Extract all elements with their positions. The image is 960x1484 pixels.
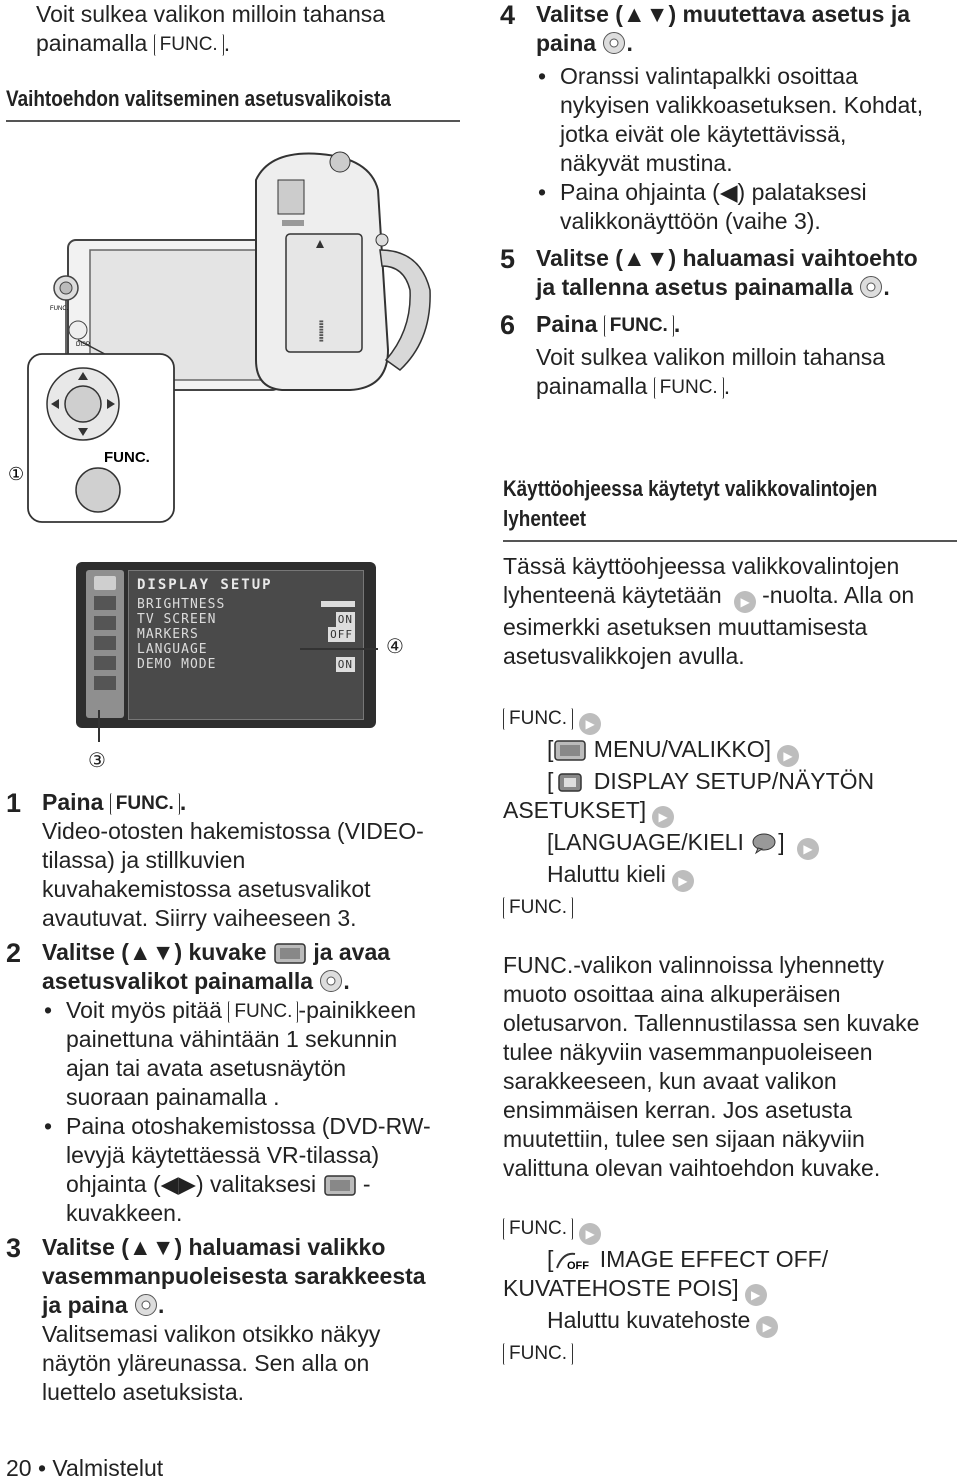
menu-icon: [94, 636, 116, 650]
menu-panel: [128, 570, 364, 720]
step-text: näytön yläreunassa. Sen alla on: [42, 1350, 370, 1376]
callout-4-line: [300, 648, 378, 650]
menu-icon: [273, 941, 307, 965]
step-number: 4: [500, 0, 516, 30]
arrow-right-icon: ▶: [672, 870, 694, 892]
intro-line-2: painamalla FUNC. .: [36, 30, 231, 56]
bullet-item: • Paina otoshakemistossa (DVD-RW- levyjä käytettäessä VR-tilassa) ohjainta (◀▶) valitaksesi - kuvakkeen.: [42, 1112, 461, 1228]
func-label: FUNC.: [104, 449, 150, 466]
func-key: FUNC.: [654, 377, 724, 399]
callout-3-line: [98, 710, 100, 742]
step-number: 1: [6, 788, 22, 818]
left-column: [36, 0, 466, 58]
step-6: 6 Paina FUNC. . Voit sulkea valikon milloin tahansa painamalla FUNC. .: [500, 310, 955, 401]
menu-icon-column: [86, 570, 124, 718]
step-number: 6: [500, 310, 516, 340]
page-footer: 20 • Valmistelut: [6, 1455, 164, 1481]
left-section-header: [6, 84, 460, 122]
image-effect-off-icon: [553, 1248, 593, 1272]
menu-icon: [94, 616, 116, 630]
step-text: tilassa) ja stillkuvien: [42, 847, 246, 873]
section-divider: [503, 540, 957, 542]
note-paragraph: FUNC.-valikon valinnoissa lyhennetty muoto osoittaa aina alkuperäisen oletusarvon. Tallennustilassa sen kuvake tulee näkyviin vasemmanpuoleiseen sarakkeeseen, kun avaat valikon ensimmäisen kerran. Jos asetusta muutettiin, tulee sen sijaan näkyviin valittuna olevan vaihtoehdon kuvake.: [503, 952, 920, 1181]
section-title: Vaihtoehdon valitseminen asetusvalikoista: [6, 86, 391, 111]
func-key: FUNC.: [503, 1343, 573, 1365]
step-text: luettelo asetuksista.: [42, 1379, 245, 1405]
battery-print: ▮▮▮▮▮▮▮▮: [318, 320, 324, 343]
display-setup-icon: [553, 770, 587, 794]
joystick-icon: [319, 969, 343, 993]
arrow-right-icon: ▶: [797, 838, 819, 860]
language-icon: [750, 831, 778, 855]
step-text: Video-otosten hakemistossa (VIDEO-: [42, 818, 424, 844]
arrow-right-icon: ▶: [745, 1284, 767, 1306]
menu-icon: [94, 676, 116, 690]
arrow-right-icon: ▶: [652, 806, 674, 828]
callout-3: ③: [88, 748, 106, 772]
camcorder-figure: [8, 140, 460, 540]
brightness-slider: [321, 601, 355, 607]
callout-1: ①: [8, 464, 25, 485]
callout-4: ④: [386, 634, 404, 658]
menu-icon: [94, 656, 116, 670]
arrow-right-icon: ▶: [734, 591, 756, 613]
cam-disp-label: DISP.: [76, 342, 91, 348]
right-steps: [500, 0, 955, 401]
step-1: 1 Paina FUNC. . Video-otosten hakemistossa (VIDEO- tilassa) ja stillkuvien kuvahakemistossa asetusvalikot avautuvat. Siirry vaiheeseen 3.: [6, 788, 461, 933]
step-2: 2 Valitse (▲▼) kuvake ja avaa asetusvalikot painamalla . • Voit myös pitää FUNC. -painikkeen painettuna vähintään 1 sekunnin ajan tai avata asetusnäytön suoraan painamalla . • Paina otoshakemistossa (DVD-RW- levyjä käytettäessä VR-tilassa) ohjainta (◀▶) valitaksesi - kuvakkeen.: [6, 938, 461, 1228]
step-text: Valitsemasi valikon otsikko näkyy: [42, 1321, 381, 1347]
menu-screen-title: DISPLAY SETUP: [137, 577, 273, 593]
step-text: kuvahakemistossa asetusvalikot: [42, 876, 371, 902]
menu-icon: [94, 596, 116, 610]
step-number: 5: [500, 244, 516, 274]
step-5: 5 Valitse (▲▼) haluamasi vaihtoehto ja tallenna asetus painamalla .: [500, 244, 918, 300]
func-key: FUNC.: [503, 1218, 573, 1240]
menu-icon: [94, 576, 116, 590]
section-title: lyhenteet: [503, 506, 587, 531]
step-3: 3 Valitse (▲▼) haluamasi valikko vasemmanpuoleisesta sarakkeesta ja paina . Valitsemasi valikon otsikko näkyy näytön yläreunassa. Sen alla on luettelo asetuksista.: [6, 1233, 461, 1407]
menu-path-example-2: FUNC. ▶ [ OFF IMAGE EFFECT OFF/ KUVATEHOSTE POIS] ▶ Haluttu kuvatehoste ▶ FUNC.: [503, 1218, 829, 1364]
section-divider: [6, 120, 460, 122]
arrow-right-icon: ▶: [777, 745, 799, 767]
step-number: 3: [6, 1233, 22, 1263]
menu-icon: [553, 738, 587, 762]
step-4: 4 Valitse (▲▼) muutettava asetus ja paina . • Oranssi valintapalkki osoittaa nykyisen valikkoasetuksen. Kohdat, jotka eivät ole käytettävissä, näkyvät mustina. • Paina ohjainta (◀) palataksesi valikkonäyttöön (vaihe 3).: [500, 0, 955, 236]
func-key: FUNC.: [503, 897, 573, 919]
joystick-icon: [859, 275, 883, 299]
step-text: Voit sulkea valikon milloin tahansa: [536, 344, 886, 370]
right-section-header: [503, 474, 957, 542]
cam-func-label: FUNC.: [50, 306, 69, 312]
func-key: FUNC.: [604, 315, 674, 337]
menu-icon: [323, 1173, 357, 1197]
step-text: avautuvat. Siirry vaiheeseen 3.: [42, 905, 357, 931]
menu-row: BRIGHTNESS: [137, 597, 355, 612]
right-body: Tässä käyttöohjeessa valikkovalintojen lyhenteenä käytetään ▶ -nuolta. Alla on esimerkki asetuksen muuttamisesta asetusvalikkojen avulla. FUNC. ▶ [ MENU/VALIKKO] ▶ [ DISPLAY SETUP/NÄYTÖN ASETUKSET] ▶ [LANGUAGE/KIELI ] ▶ Haluttu kieli ▶ FUNC. FUNC.-valikon valinnoissa lyhennetty muoto osoittaa aina alkuperäisen oletusarvon. Tallennustilassa sen kuvake tulee näkyviin vasemmanpuoleiseen sarakkeeseen, kun avaat valikon ensimmäisen kerran. Jos asetusta muutettiin, tulee sen sijaan näkyviin valittuna olevan vaihtoehdon kuvake. FUNC. ▶ [ OFF IMAGE EFFECT OFF/ KUVATEHOSTE POIS] ▶ Haluttu kuvatehoste ▶ FUNC.: [503, 552, 958, 1367]
joystick-icon: [134, 1293, 158, 1317]
func-key: FUNC.: [228, 1001, 298, 1023]
menu-screen: [76, 562, 376, 728]
arrow-right-icon: ▶: [756, 1316, 778, 1338]
menu-row: LANGUAGE: [137, 642, 208, 657]
menu-row: TV SCREEN ON: [137, 612, 353, 627]
menu-row: DEMO MODE ON: [137, 657, 353, 672]
arrow-right-icon: ▶: [579, 713, 601, 735]
bullet-item: • Voit myös pitää FUNC. -painikkeen painettuna vähintään 1 sekunnin ajan tai avata asetusnäytön suoraan painamalla .: [42, 996, 461, 1112]
func-key: FUNC.: [110, 793, 180, 815]
intro-line-1: Voit sulkea valikon milloin tahansa: [36, 1, 386, 27]
func-key: FUNC.: [503, 708, 573, 730]
func-key: FUNC.: [154, 34, 224, 56]
joystick-icon: [602, 31, 626, 55]
svg-text:OFF: OFF: [567, 1260, 590, 1272]
menu-row: MARKERS OFF: [137, 627, 353, 642]
section-title: Käyttöohjeessa käytetyt valikkovalintojen: [503, 476, 878, 501]
bullet-item: • Paina ohjainta (◀) palataksesi valikkonäyttöön (vaihe 3).: [536, 178, 955, 236]
step-number: 2: [6, 938, 22, 968]
left-steps: [6, 788, 461, 1407]
arrow-right-icon: ▶: [579, 1223, 601, 1245]
bullet-item: • Oranssi valintapalkki osoittaa nykyisen valikkoasetuksen. Kohdat, jotka eivät ole käytettävissä, näkyvät mustina.: [536, 62, 955, 178]
menu-path-example-1: FUNC. ▶ [ MENU/VALIKKO] ▶ [ DISPLAY SETUP/NÄYTÖN ASETUKSET] ▶ [LANGUAGE/KIELI ] ▶ Haluttu kieli ▶ FUNC.: [503, 708, 875, 918]
